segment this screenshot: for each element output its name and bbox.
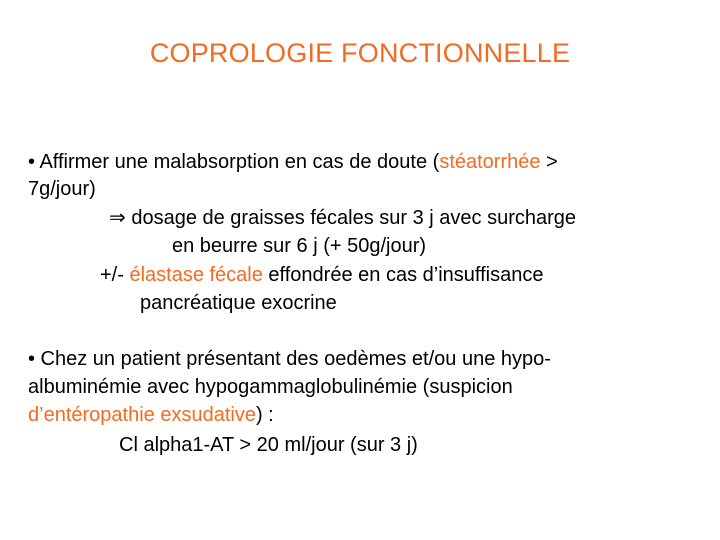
bullet2-line2: albuminémie avec hypogammaglobulinémie (suspicion	[28, 376, 513, 398]
highlight-term: stéatorrhée	[439, 151, 541, 173]
highlight-term: élastase fécale	[129, 264, 263, 286]
bullet2-line4: Cl alpha1-AT > 20 ml/jour (sur 3 j)	[119, 434, 418, 456]
bullet1-text: >	[540, 151, 558, 173]
bullet1-line3	[109, 206, 576, 230]
bullet2-text: ) :	[255, 404, 274, 426]
bullet1-text: +/-	[100, 264, 130, 286]
highlight-term: d’entéropathie exsudative	[28, 404, 256, 426]
bullet1-text: effondrée en cas d’insuffisance	[262, 264, 544, 286]
bullet1-line6: pancréatique exocrine	[140, 292, 337, 314]
bullet1-line4: en beurre sur 6 j (+ 50g/jour)	[172, 235, 427, 257]
slide-title: COPROLOGIE FONCTIONNELLE	[149, 38, 571, 68]
bullet1-line1	[28, 150, 558, 174]
bullet2-line1: • Chez un patient présentant des oedèmes et/ou une hypo-	[28, 348, 551, 370]
bullet1-line2: 7g/jour)	[28, 178, 96, 200]
bullet1-text: • Affirmer une malabsorption en cas de doute (	[28, 151, 440, 173]
bullet1-text: dosage de graisses fécales sur 3 j avec surcharge	[125, 207, 577, 229]
bullet2-line3	[28, 403, 274, 427]
bullet1-line5	[100, 263, 543, 287]
implies-arrow-icon: ⇒	[109, 207, 126, 229]
